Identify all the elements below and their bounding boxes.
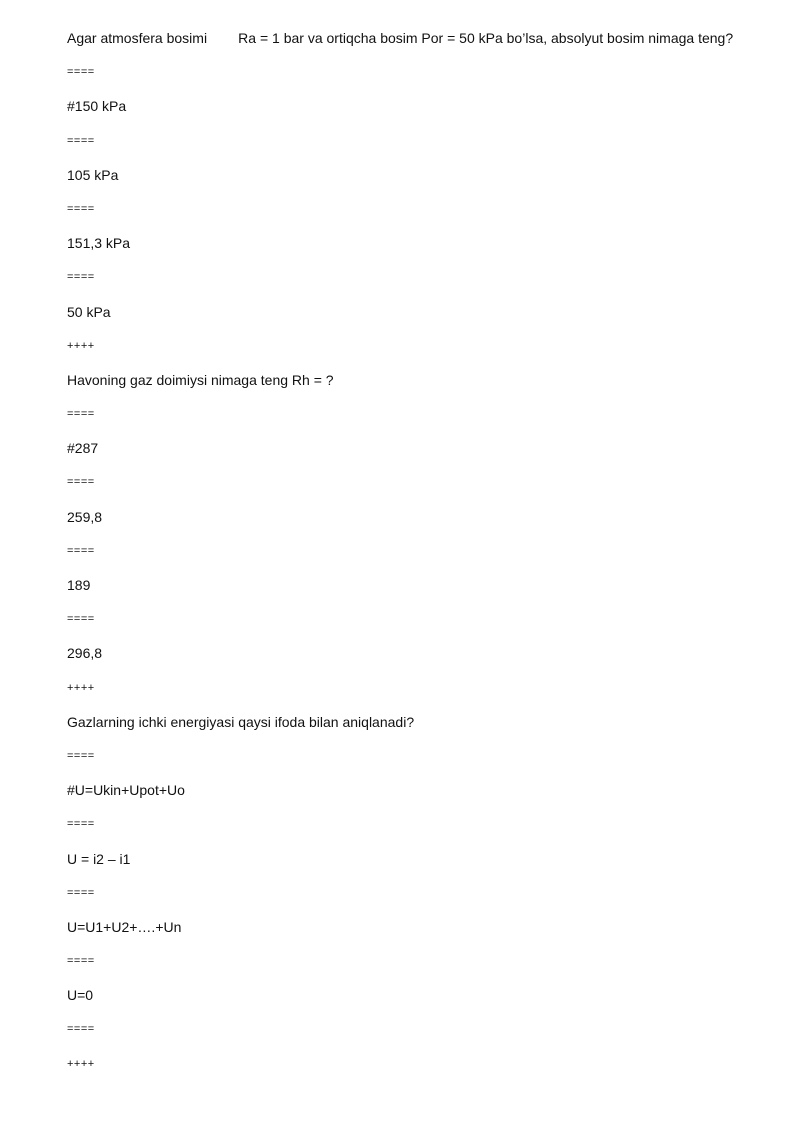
answer-separator: ==== <box>67 66 95 79</box>
answer-separator: ==== <box>67 613 95 626</box>
question-1-answer: 50 kPa <box>67 303 111 320</box>
answer-separator: ==== <box>67 544 95 557</box>
question-1-answer: 105 kPa <box>67 166 119 183</box>
answer-separator: ==== <box>67 1023 95 1036</box>
answer-separator: ==== <box>67 749 95 762</box>
question-3-answer: U = i2 – i1 <box>67 850 131 867</box>
answer-separator: ==== <box>67 818 95 831</box>
question-2-answer: 296,8 <box>67 645 103 662</box>
question-separator: ++++ <box>67 339 95 352</box>
question-3-text: Gazlarning ichki energiyasi qaysi ifoda bilan aniqlanadi? <box>67 713 415 730</box>
question-3-answer: U=0 <box>67 987 94 1004</box>
question-1-answer: 151,3 kPa <box>67 235 131 252</box>
question-separator: ++++ <box>67 1057 95 1070</box>
question-1-answer-correct: #150 kPa <box>67 98 127 115</box>
question-1-text: Agar atmosfera bosimi Ra = 1 bar va ortiqcha bosim Por = 50 kPa bo’lsa, absolyut bosim nimaga teng? <box>67 30 734 46</box>
answer-separator: ==== <box>67 955 95 968</box>
question-2-answer: 259,8 <box>67 508 103 525</box>
question-separator: ++++ <box>67 681 95 694</box>
document-body <box>67 29 767 1089</box>
answer-separator: ==== <box>67 271 95 284</box>
question-2-text: Havoning gaz doimiysi nimaga teng Rh = ? <box>67 371 334 388</box>
answer-separator: ==== <box>67 202 95 215</box>
answer-separator: ==== <box>67 886 95 899</box>
question-3-answer: U=U1+U2+….+Un <box>67 918 182 935</box>
question-2-answer-correct: #287 <box>67 440 99 457</box>
answer-separator: ==== <box>67 476 95 489</box>
answer-separator: ==== <box>67 408 95 421</box>
answer-separator: ==== <box>67 134 95 147</box>
question-3-answer-correct: #U=Ukin+Upot+Uo <box>67 782 185 799</box>
question-2-answer: 189 <box>67 577 91 593</box>
